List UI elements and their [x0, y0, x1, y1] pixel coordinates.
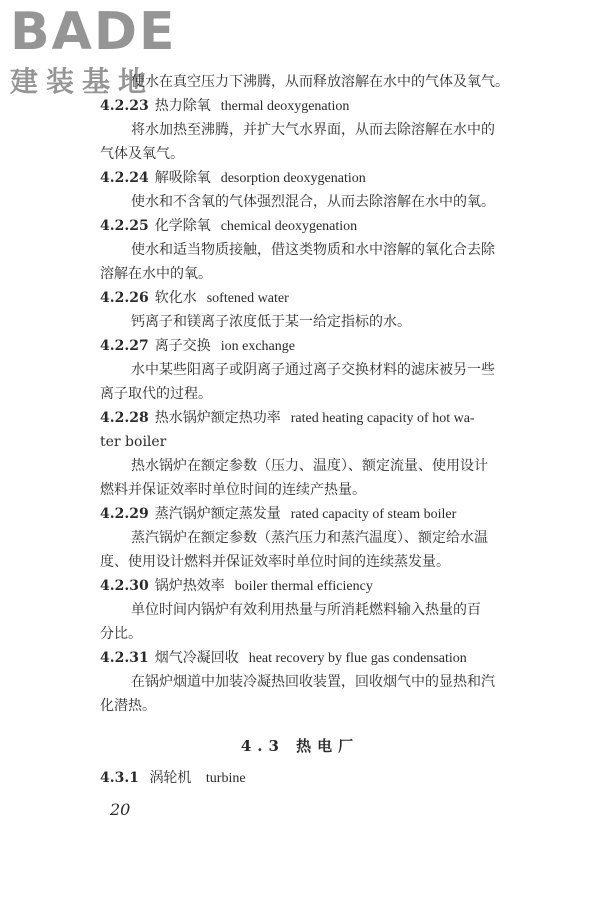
definition-line: 蒸汽锅炉在额定参数（蒸汽压力和蒸汽温度）、额定给水温 — [131, 530, 488, 546]
definition-line: 热水锅炉在额定参数（压力、温度）、额定流量、使用设计 — [131, 458, 488, 474]
term-entry — [100, 96, 532, 117]
term-number: 4.2.26 — [100, 290, 149, 306]
term-number: 4.2.27 — [100, 338, 149, 354]
term-english: heat recovery by flue gas condensation — [248, 651, 467, 666]
term-chinese: 蒸汽锅炉额定蒸发量 — [154, 506, 281, 522]
term-entry — [100, 288, 532, 309]
term-chinese: 锅炉热效率 — [154, 578, 225, 594]
continuation-line: 溶解在水中的氧。 — [100, 266, 212, 282]
definition-line: 水中某些阳离子或阴离子通过离子交换材料的滤床被另一些 — [131, 362, 495, 378]
term-english: rated heating capacity of hot wa- — [290, 411, 475, 426]
term-chinese: 热力除氧 — [154, 98, 211, 114]
term-english: desorption deoxygenation — [220, 171, 366, 186]
term-chinese: 化学除氧 — [154, 218, 211, 234]
term-number: 4.2.31 — [100, 650, 149, 666]
term-number: 4.2.23 — [100, 98, 149, 114]
term-chinese: 涡轮机 — [149, 770, 192, 786]
continuation-line: 化潜热。 — [100, 698, 156, 714]
term-entry — [100, 336, 532, 357]
term-chinese: 离子交换 — [154, 338, 211, 354]
logo-subtitle: 建装基地 — [10, 65, 155, 98]
term-chinese: 烟气冷凝回收 — [154, 650, 239, 666]
term-number: 4.2.28 — [100, 410, 149, 426]
term-number: 4.3.1 — [100, 770, 139, 786]
term-number: 4.2.25 — [100, 218, 149, 234]
term-entry — [100, 408, 532, 429]
term-english: thermal deoxygenation — [220, 99, 350, 114]
continuation-line: 度、使用设计燃料并保证效率时单位时间的连续蒸发量。 — [100, 554, 450, 570]
term-english: boiler thermal efficiency — [234, 579, 373, 594]
logo-brand: BADE — [10, 2, 177, 62]
continuation-line: 燃料并保证效率时单位时间的连续产热量。 — [100, 482, 366, 498]
term-english: rated capacity of steam boiler — [290, 507, 457, 522]
term-number: 4.2.24 — [100, 170, 149, 186]
definition-line: 使水在真空压力下沸腾，从而释放溶解在水中的气体及氧气。 — [131, 74, 509, 90]
continuation-line: ter boiler — [100, 434, 167, 450]
definition-line: 在锅炉烟道中加装冷凝热回收装置，回收烟气中的显热和汽 — [131, 674, 495, 690]
term-entry — [100, 576, 532, 597]
term-english: ion exchange — [220, 339, 295, 354]
term-english: turbine — [205, 771, 246, 786]
definition-line: 使水和适当物质接触，借这类物质和水中溶解的氧化合去除 — [131, 242, 495, 258]
section-heading: 4.3 热电厂 — [240, 737, 360, 755]
continuation-line: 离子取代的过程。 — [100, 386, 212, 402]
term-chinese: 热水锅炉额定热功率 — [154, 410, 281, 426]
term-number: 4.2.30 — [100, 578, 149, 594]
definition-line: 单位时间内锅炉有效利用热量与所消耗燃料输入热量的百 — [131, 602, 481, 618]
definition-line: 将水加热至沸腾，并扩大气水界面，从而去除溶解在水中的 — [131, 122, 495, 138]
term-number: 4.2.29 — [100, 506, 149, 522]
term-entry-4-3-1 — [100, 768, 532, 789]
term-entry — [100, 168, 532, 189]
continuation-line: 气体及氧气。 — [100, 146, 184, 162]
term-english: chemical deoxygenation — [220, 219, 358, 234]
term-entry — [100, 648, 532, 669]
definition-line: 钙离子和镁离子浓度低于某一给定指标的水。 — [131, 314, 411, 330]
term-english: softened water — [206, 291, 289, 306]
term-entry — [100, 504, 532, 525]
page-number: 20 — [110, 800, 131, 819]
term-chinese: 解吸除氧 — [154, 170, 211, 186]
term-entry — [100, 216, 532, 237]
continuation-line: 分比。 — [100, 626, 142, 642]
term-chinese: 软化水 — [154, 290, 197, 306]
definition-line: 使水和不含氧的气体强烈混合，从而去除溶解在水中的氧。 — [131, 194, 495, 210]
